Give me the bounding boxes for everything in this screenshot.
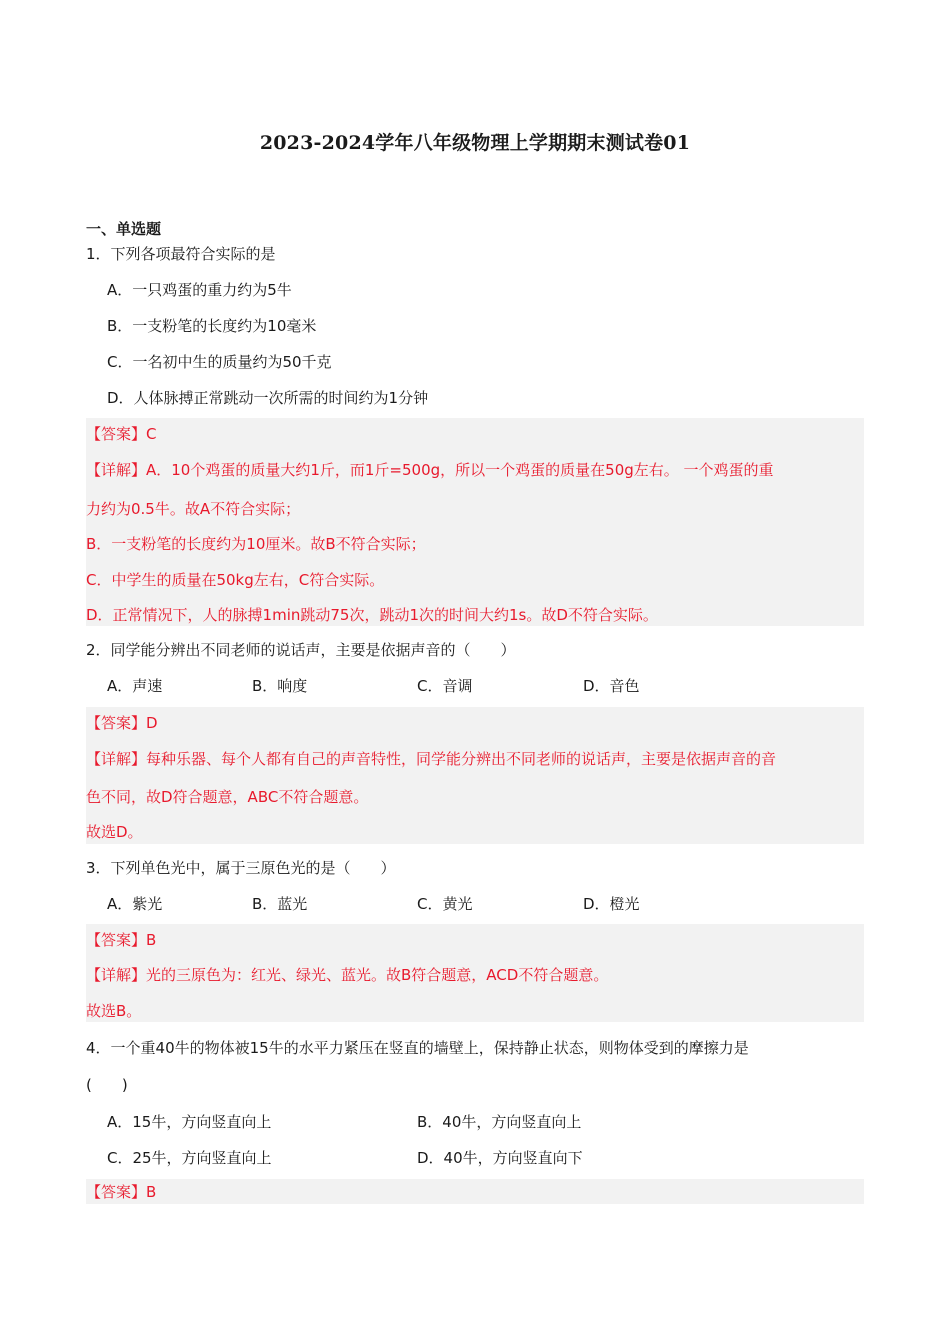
question-1-answer: 【答案】C: [86, 425, 157, 443]
section-heading: 一、单选题: [86, 220, 162, 238]
question-1-option-d: D．人体脉搏正常跳动一次所需的时间约为1分钟: [107, 389, 429, 407]
question-1-detail-line: D．正常情况下，人的脉搏1min跳动75次，跳动1次的时间大约1s。故D不符合实际。: [86, 606, 658, 624]
question-2-option-d: D．音色: [583, 677, 640, 695]
question-4-option-b: B．40牛，方向竖直向上: [417, 1113, 582, 1131]
question-4-option-c: C．25牛，方向竖直向上: [107, 1149, 272, 1167]
question-4-answer-box: [86, 1179, 864, 1204]
question-4-answer: 【答案】B: [86, 1183, 157, 1201]
question-2-detail-line: 故选D。: [86, 823, 143, 841]
question-1-detail-line: 力约为0.5牛。故A不符合实际；: [86, 500, 301, 518]
question-3-answer: 【答案】B: [86, 931, 157, 949]
question-2-answer: 【答案】D: [86, 714, 158, 732]
question-4-stem: 4．一个重40牛的物体被15牛的水平力紧压在竖直的墙壁上，保持静止状态，则物体受到的摩擦力是: [86, 1039, 749, 1057]
question-1-detail-line: 【详解】A．10个鸡蛋的质量大约1斤，而1斤=500g，所以一个鸡蛋的质量在50g左右。 一个鸡蛋的重: [86, 461, 774, 479]
question-2-option-b: B．响度: [252, 677, 308, 695]
page-title: 2023-2024学年八年级物理上学期期末测试卷01: [259, 132, 691, 154]
question-3-stem: 3．下列单色光中，属于三原色光的是（ ）: [86, 859, 396, 877]
question-3-answer-box: [86, 924, 864, 1022]
question-1-option-a: A．一只鸡蛋的重力约为5牛: [107, 281, 292, 299]
question-1-option-c: C．一名初中生的质量约为50千克: [107, 353, 332, 371]
question-2-stem: 2．同学能分辨出不同老师的说话声，主要是依据声音的（ ）: [86, 641, 516, 659]
question-2-answer-box: [86, 707, 864, 844]
question-3-detail-line: 故选B。: [86, 1002, 142, 1020]
question-3-option-b: B．蓝光: [252, 895, 308, 913]
question-2-option-c: C．音调: [417, 677, 473, 695]
question-1-detail-line: C．中学生的质量在50kg左右，C符合实际。: [86, 571, 385, 589]
question-3-option-d: D．橙光: [583, 895, 640, 913]
question-4-stem-continuation: ( ): [86, 1076, 128, 1094]
question-2-option-a: A．声速: [107, 677, 163, 695]
question-2-detail-line: 色不同，故D符合题意，ABC不符合题意。: [86, 788, 369, 806]
question-1-detail-line: B．一支粉笔的长度约为10厘米。故B不符合实际；: [86, 535, 426, 553]
question-3-option-c: C．黄光: [417, 895, 473, 913]
question-1-stem: 1．下列各项最符合实际的是: [86, 245, 276, 263]
question-2-detail-line: 【详解】每种乐器、每个人都有自己的声音特性，同学能分辨出不同老师的说话声，主要是依据声音的音: [86, 750, 777, 768]
question-1-answer-box: [86, 418, 864, 626]
question-4-option-d: D．40牛，方向竖直向下: [417, 1149, 583, 1167]
question-3-option-a: A．紫光: [107, 895, 163, 913]
question-4-option-a: A．15牛，方向竖直向上: [107, 1113, 272, 1131]
question-1-option-b: B．一支粉笔的长度约为10毫米: [107, 317, 317, 335]
question-3-detail-line: 【详解】光的三原色为：红光、绿光、蓝光。故B符合题意，ACD不符合题意。: [86, 966, 609, 984]
